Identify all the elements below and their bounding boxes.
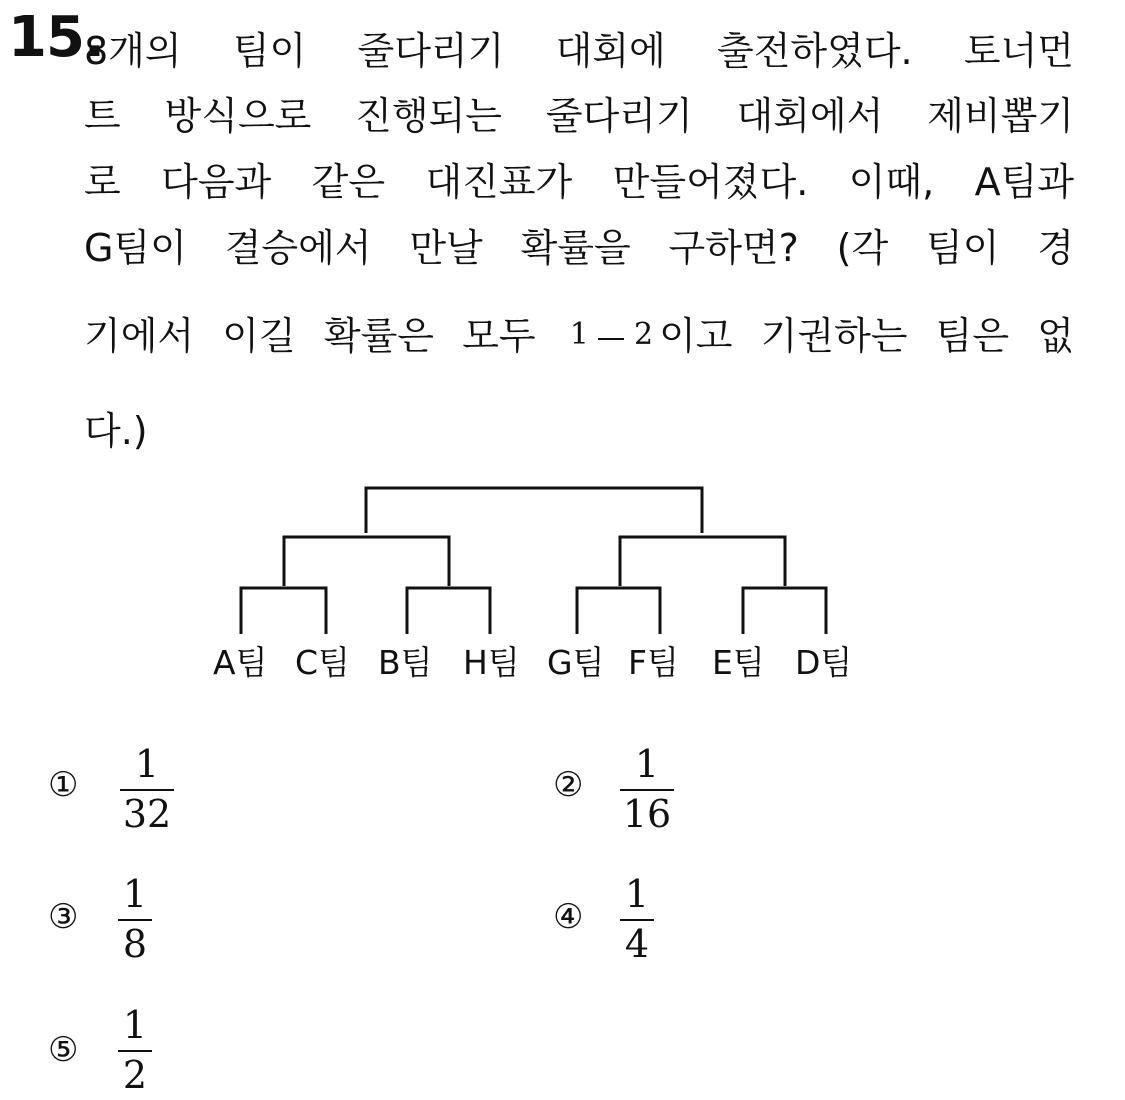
- word: 줄다리기: [545, 94, 693, 138]
- word: 이고: [659, 314, 733, 358]
- choice-fraction: [118, 872, 152, 966]
- fraction-numerator: 1: [134, 742, 160, 786]
- fraction-numerator: 1: [122, 872, 148, 916]
- team-label: H팀: [463, 643, 520, 682]
- fraction-bar: [620, 789, 674, 791]
- word: 로: [84, 160, 121, 204]
- bracket-semifinal-left: [284, 537, 449, 586]
- word: 출전하였다.: [716, 29, 913, 73]
- team-label: E팀: [712, 643, 765, 682]
- word: 팀이: [232, 29, 307, 73]
- team-label: B팀: [378, 643, 433, 682]
- word: 같은: [311, 160, 386, 204]
- fraction-denominator: 2: [122, 1053, 148, 1097]
- team-label: F팀: [628, 643, 679, 682]
- word: (각: [836, 226, 889, 270]
- fraction-bar: [620, 919, 654, 921]
- bracket-semifinal-right: [620, 537, 785, 586]
- word: 다음과: [161, 160, 272, 204]
- word: 없: [1037, 314, 1074, 358]
- team-label: D팀: [795, 643, 853, 682]
- word: 팀은: [935, 314, 1010, 358]
- fraction-bar: [118, 919, 152, 921]
- fraction-numerator: 1: [569, 316, 589, 352]
- word: 이때,: [848, 160, 935, 204]
- choice-marker: ⑤: [48, 1030, 79, 1070]
- fraction-bar: [118, 1050, 152, 1052]
- choice-fraction: [120, 742, 174, 836]
- word: 모두: [462, 314, 536, 358]
- team-label: A팀: [213, 643, 268, 682]
- word: 팀이: [925, 226, 1000, 270]
- word: G팀이: [84, 226, 187, 270]
- bracket-quarterfinal-2: [407, 588, 490, 634]
- word: 제비뽑기: [927, 94, 1074, 138]
- word: 대진표가: [425, 160, 573, 204]
- word: 다.): [84, 409, 148, 453]
- bracket-quarterfinal-3: [577, 588, 660, 634]
- word: 대회에: [555, 29, 666, 73]
- choice-fraction: [118, 1003, 152, 1097]
- fraction-numerator: 1: [122, 1003, 148, 1047]
- team-label: G팀: [547, 643, 605, 682]
- choice-fraction: [620, 872, 654, 966]
- word: 기에서: [84, 314, 195, 358]
- word: 트: [84, 94, 121, 138]
- bracket-quarterfinal-4: [743, 588, 826, 634]
- bracket-final: [366, 488, 702, 533]
- fraction-denominator: 4: [624, 922, 650, 966]
- choice-marker: ②: [553, 765, 584, 805]
- word: 구하면?: [668, 226, 799, 270]
- word: 8개의: [84, 29, 182, 73]
- team-label: C팀: [295, 643, 350, 682]
- fraction-denominator: 2: [633, 316, 654, 352]
- bracket-quarterfinal-1: [241, 588, 326, 634]
- word: 만날: [409, 226, 483, 270]
- word: 방식으로: [164, 94, 312, 138]
- word: 기권하는: [760, 314, 908, 358]
- word: 확률은: [323, 314, 435, 358]
- word: 경: [1037, 226, 1074, 270]
- choice-fraction: [620, 742, 674, 836]
- choice-marker: ①: [48, 765, 79, 805]
- choice-marker: ④: [553, 897, 584, 937]
- word: 진행되는: [355, 94, 503, 138]
- fraction-numerator: 1: [624, 872, 650, 916]
- word: 토너먼: [963, 29, 1074, 73]
- fraction-bar: [120, 789, 174, 791]
- choice-marker: ③: [48, 897, 79, 937]
- fraction-numerator: 1: [634, 742, 660, 786]
- word: 만들어졌다.: [612, 160, 809, 204]
- fraction-denominator: 32: [122, 792, 172, 836]
- question-number: 15.: [8, 5, 105, 70]
- word: 줄다리기: [357, 29, 505, 73]
- word: 결승에서: [224, 226, 372, 270]
- word: A팀과: [974, 160, 1074, 204]
- word: 이길: [222, 314, 296, 358]
- fraction-denominator: 16: [622, 792, 672, 836]
- word: 대회에서: [736, 94, 884, 138]
- fraction-denominator: 8: [122, 922, 148, 966]
- word: 확률을: [520, 226, 631, 270]
